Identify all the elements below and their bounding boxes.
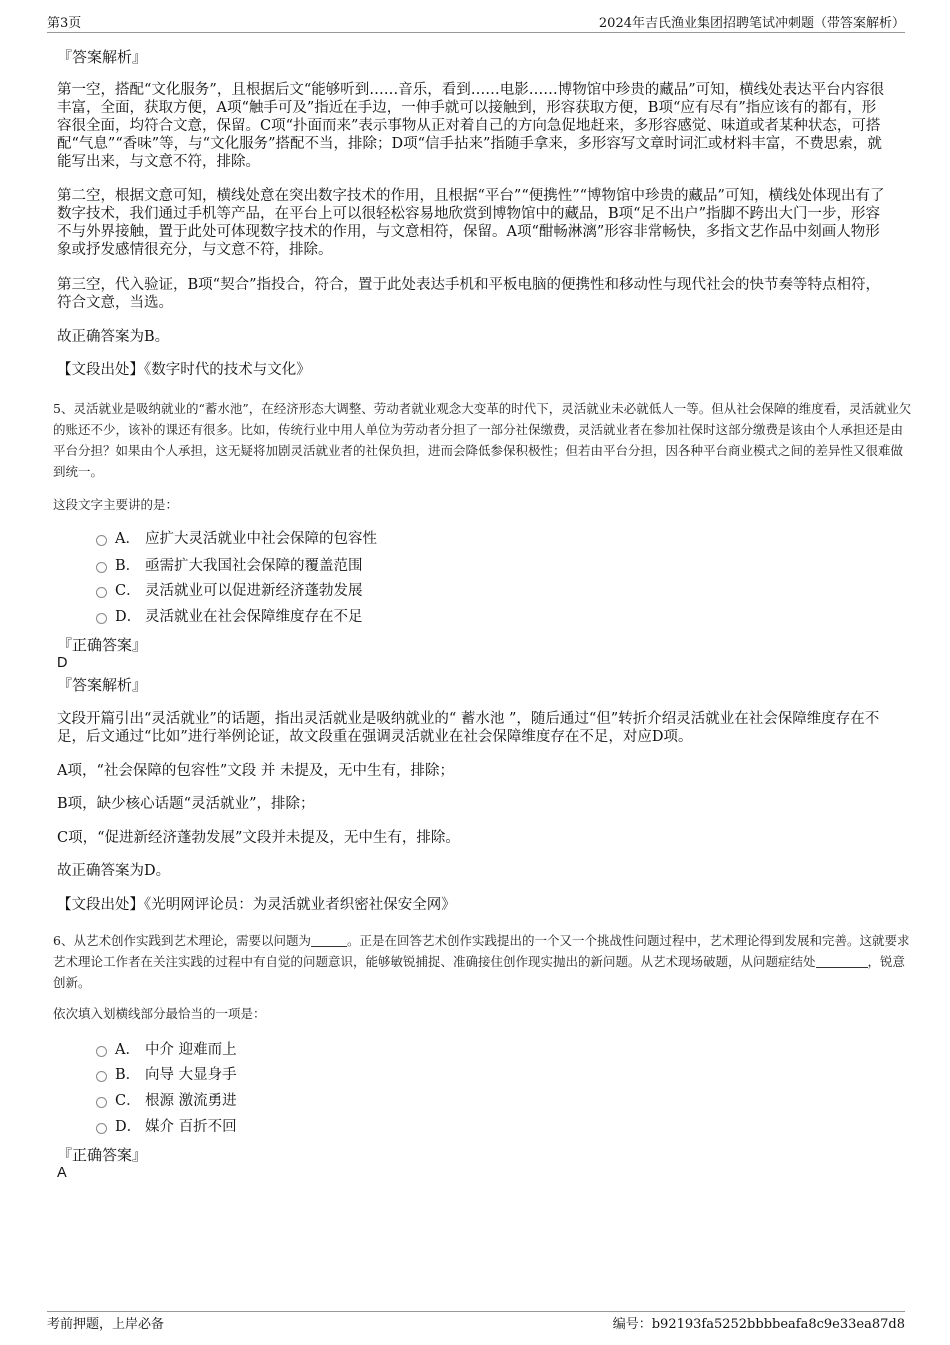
q5-explain-c: C项，“促进新经济蓬勃发展”文段并未提及，无中生有，排除。	[57, 830, 460, 846]
radio-icon[interactable]	[96, 1071, 107, 1082]
header-divider	[47, 32, 905, 33]
q5-answer-label: 『正确答案』	[57, 636, 148, 654]
q6-stem: 6、从艺术创作实践到艺术理论，需要以问题为 。正是在回答艺术创作实践提出的一个又一个挑战性问题过程中，艺术理论得到发展和完善。这就要求艺术理论工作者在关注实践的过程中有自觉的问题意识，能够敏锐捕捉、准确接住创作现实抛出的新问题。从艺术现场破题，从问题症结处 ，锐意创新。	[53, 933, 910, 990]
q5-explain-p1: 文段开篇引出“灵活就业”的话题，指出灵活就业是吸纳就业的“ 蓄水池 ”，随后通过“但”转折介绍灵活就业在社会保障维度存在不足，后文通过“比如”进行举例论证，故文段重在强调灵活就业在社会保障维度存在不足，对应D项。	[57, 711, 880, 745]
footer-slogan: 考前押题，上岸必备	[47, 1317, 165, 1332]
radio-icon[interactable]	[96, 1046, 107, 1057]
q5-conclusion: 故正确答案为D。	[57, 863, 171, 879]
q6-answer-label: 『正确答案』	[57, 1146, 148, 1164]
q5-explain-b: B项，缺少核心话题“灵活就业”，排除；	[57, 796, 315, 812]
q6-option-d[interactable]: D． 媒介 百折不回	[96, 1118, 237, 1136]
document-title: 2024年吉氏渔业集团招聘笔试冲刺题（带答案解析）	[598, 16, 905, 31]
footer-divider	[47, 1311, 905, 1312]
q6-prompt: 依次填入划横线部分最恰当的一项是：	[53, 1006, 266, 1021]
q5-option-b[interactable]: B． 亟需扩大我国社会保障的覆盖范围	[96, 557, 363, 575]
q4-explain-p1: 第一空，搭配“文化服务”，且根据后文“能够听到……音乐，看到……电影……博物馆中珍贵的藏品”可知，横线处表达平台内容很丰富，全面，获取方便，A项“触手可及”指近在手边，一伸手就可以接触到，形容获取方便，B项“应有尽有”指应该有的都有，形容很全面，均符合文意，保留。C项“扑面而来”表示事物从正对着自己的方向急促地赶来，多形容感觉、味道或者某种状态，可搭配“气息”“香味”等，与“文化服务”搭配不当，排除；D项“信手拈来”指随手拿来，多形容写文章时词汇或材料丰富，不费思索，就能写出来，与文意不符，排除。	[57, 82, 885, 170]
page-header	[47, 12, 905, 32]
q5-option-d[interactable]: D． 灵活就业在社会保障维度存在不足	[96, 608, 363, 626]
radio-icon[interactable]	[96, 613, 107, 624]
q5-stem: 5、灵活就业是吸纳就业的“蓄水池”，在经济形态大调整、劳动者就业观念大变革的时代下，灵活就业未必就低人一等。但从社会保障的维度看，灵活就业欠的账还不少，该补的课还有很多。比如，传统行业中用人单位为劳动者分担了一部分社保缴费，灵活就业者在参加社保时这部分缴费是该由个人承担还是由平台分担？如果由个人承担，这无疑将加剧灵活就业者的社保负担，进而会降低参保积极性；但若由平台分担，因各种平台商业模式之间的差异性又很难做到统一。	[53, 401, 912, 479]
radio-icon[interactable]	[96, 1123, 107, 1134]
q5-explain-a: A项，“社会保障的包容性”文段 并 未提及，无中生有，排除；	[57, 763, 455, 779]
radio-icon[interactable]	[96, 562, 107, 573]
q4-explain-label: 『答案解析』	[57, 48, 148, 66]
q6-option-c[interactable]: C． 根源 激流勇进	[96, 1092, 237, 1110]
page-number: 第3页	[47, 16, 82, 31]
footer-code: 编号：b92193fa5252bbbbeafa8c9e33ea87d8	[612, 1317, 905, 1332]
q6-answer: A	[57, 1165, 67, 1181]
q5-option-a[interactable]: A． 应扩大灵活就业中社会保障的包容性	[96, 530, 377, 548]
q4-source: 【文段出处】《数字时代的技术与文化》	[57, 362, 311, 378]
radio-icon[interactable]	[96, 1097, 107, 1108]
q5-explain-label: 『答案解析』	[57, 676, 148, 694]
q4-explain-p3: 第三空，代入验证，B项“契合”指投合，符合，置于此处表达手机和平板电脑的便携性和移动性与现代社会的快节奏等特点相符，符合文意，当选。	[57, 277, 880, 311]
q6-option-b[interactable]: B． 向导 大显身手	[96, 1066, 237, 1084]
q5-answer: D	[57, 655, 68, 671]
q4-explain-p2: 第二空，根据文意可知，横线处意在突出数字技术的作用，且根据“平台”“便携性”“博物馆中珍贵的藏品”可知，横线处体现出有了数字技术，我们通过手机等产品，在平台上可以很轻松容易地欣赏到博物馆中的藏品，B项“足不出户”指脚不跨出大门一步，形容不与外界接触，置于此处可体现数字技术的作用，与文意相符，保留。A项“酣畅淋漓”形容非常畅快，多指文艺作品中刻画人物形象或抒发感情很充分，与文意不符，排除。	[57, 188, 885, 258]
blank-1	[311, 934, 347, 947]
q4-conclusion: 故正确答案为B。	[57, 329, 170, 345]
radio-icon[interactable]	[96, 587, 107, 598]
q5-option-c[interactable]: C． 灵活就业可以促进新经济蓬勃发展	[96, 582, 363, 600]
q6-option-a[interactable]: A． 中介 迎难而上	[96, 1041, 237, 1059]
blank-2	[816, 955, 868, 968]
q5-source: 【文段出处】《光明网评论员：为灵活就业者织密社保安全网》	[57, 897, 456, 913]
q5-prompt: 这段文字主要讲的是：	[53, 497, 179, 512]
radio-icon[interactable]	[96, 535, 107, 546]
